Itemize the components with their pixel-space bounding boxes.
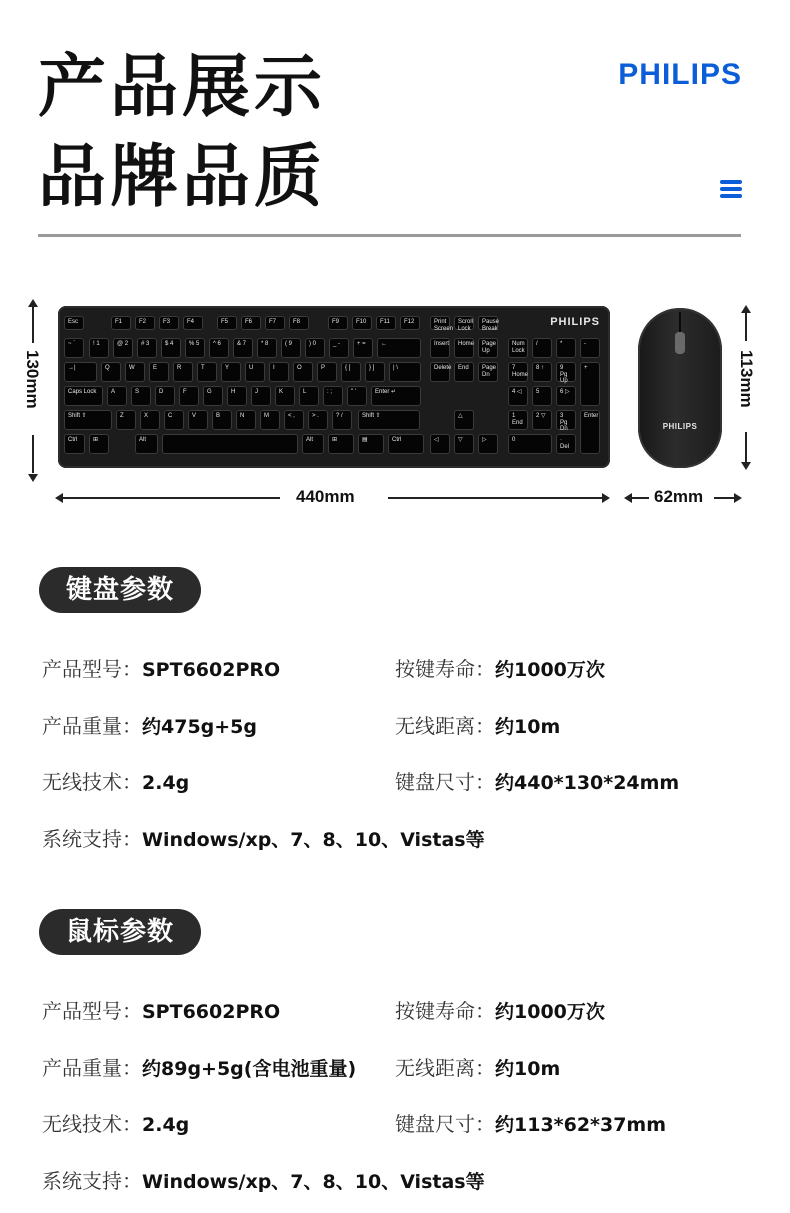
- keyboard-key: * 8: [257, 338, 277, 358]
- keyboard-key: U: [245, 362, 265, 382]
- keyboard-key: + =: [353, 338, 373, 358]
- keyboard-key: F1: [111, 316, 131, 330]
- keyboard-key: F: [179, 386, 199, 406]
- mouse-spec-life: [395, 995, 605, 1024]
- kb-spec-life-value: 约1000万次: [495, 659, 605, 681]
- kb-spec-life: [395, 653, 605, 682]
- kb-spec-os: [42, 823, 485, 852]
- keyboard-key: *: [556, 338, 576, 358]
- keyboard-key: · Del: [556, 434, 576, 454]
- keyboard-key: ! 1: [89, 338, 109, 358]
- keyboard-key: F4: [183, 316, 203, 330]
- keyboard-key: > .: [308, 410, 328, 430]
- keyboard-key: Ctrl: [388, 434, 424, 454]
- kb-width-line-right: [388, 497, 602, 499]
- keyboard-key: H: [227, 386, 247, 406]
- kb-spec-size-label: 键盘尺寸：: [395, 770, 495, 794]
- kb-spec-os-label: 系统支持：: [42, 827, 142, 851]
- kb-spec-tech-label: 无线技术：: [42, 770, 142, 794]
- keyboard-key: +: [580, 362, 600, 406]
- mouse-spec-range: [395, 1052, 560, 1081]
- keyboard-key: T: [197, 362, 217, 382]
- mouse-spec-size: [395, 1108, 666, 1137]
- keyboard-key: & 7: [233, 338, 253, 358]
- kb-height-arrow-bottom-icon: [28, 474, 38, 482]
- keyboard-key: 9 Pg Up: [556, 362, 576, 382]
- mouse-width-label: 62mm: [654, 487, 704, 506]
- keyboard-key: { [: [341, 362, 361, 382]
- header-divider: [38, 234, 741, 237]
- kb-spec-range-value: 约10m: [495, 716, 561, 738]
- keyboard-key: L: [299, 386, 319, 406]
- keyboard-key: F5: [217, 316, 237, 330]
- keyboard-key: ⊞: [89, 434, 109, 454]
- keyboard-key: →|: [64, 362, 97, 382]
- kb-spec-weight: [42, 710, 257, 739]
- mouse-spec-life-label: 按键寿命：: [395, 999, 495, 1023]
- mouse-spec-life-value: 约1000万次: [495, 1001, 605, 1023]
- keyboard-key: Enter: [580, 410, 600, 454]
- kb-spec-range-label: 无线距离：: [395, 714, 495, 738]
- kb-spec-tech: [42, 766, 189, 795]
- keyboard-key: Y: [221, 362, 241, 382]
- keyboard-key: } ]: [365, 362, 385, 382]
- keyboard-key: ~ `: [64, 338, 84, 358]
- keyboard-key: F12: [400, 316, 420, 330]
- keyboard-key: < ,: [284, 410, 304, 430]
- keyboard-key: F6: [241, 316, 261, 330]
- mouse-spec-weight-label: 产品重量：: [42, 1056, 142, 1080]
- keyboard-key: G: [203, 386, 223, 406]
- keyboard-key: K: [275, 386, 295, 406]
- menu-icon[interactable]: [720, 180, 742, 198]
- kb-width-arrow-right-icon: [602, 493, 610, 503]
- mouse-spec-os-value: Windows/xp、7、8、10、Vistas等: [142, 1171, 485, 1193]
- keyboard-key: I: [269, 362, 289, 382]
- mouse-spec-range-value: 约10m: [495, 1058, 561, 1080]
- keyboard-key: 3 Pg Dn: [556, 410, 576, 430]
- keyboard-key: W: [125, 362, 145, 382]
- keyboard-key: Delete: [430, 362, 450, 382]
- keyboard-key: A: [107, 386, 127, 406]
- keyboard-key: ^ 6: [209, 338, 229, 358]
- mouse-brand-label: PHILIPS: [662, 422, 698, 431]
- kb-spec-model-label: 产品型号：: [42, 657, 142, 681]
- keyboard-key: N: [236, 410, 256, 430]
- keyboard-key: S: [131, 386, 151, 406]
- keyboard-key: 2 ▽: [532, 410, 552, 430]
- keyboard-key: F3: [159, 316, 179, 330]
- page-title-line-1: 产品展示: [38, 48, 327, 127]
- mouse-image: [638, 308, 722, 468]
- keyboard-specs-heading: 键盘参数: [39, 567, 201, 613]
- keyboard-key: Esc: [64, 316, 84, 330]
- keyboard-key: Q: [101, 362, 121, 382]
- keyboard-key: End: [454, 362, 474, 382]
- keyboard-key: F2: [135, 316, 155, 330]
- mouse-button-seam: [679, 312, 681, 332]
- kb-height-line-bottom: [32, 435, 34, 473]
- keyboard-key: ←: [377, 338, 421, 358]
- mouse-spec-weight-value: 约89g+5g(含电池重量): [142, 1058, 357, 1080]
- keyboard-key: V: [188, 410, 208, 430]
- mouse-spec-model-label: 产品型号：: [42, 999, 142, 1023]
- keyboard-key: Ctrl: [64, 434, 85, 454]
- kb-width-line-left: [62, 497, 280, 499]
- mouse-spec-range-label: 无线距离：: [395, 1056, 495, 1080]
- philips-logo[interactable]: PHILIPS: [618, 58, 742, 91]
- kb-spec-tech-value: 2.4g: [142, 772, 190, 794]
- kb-spec-size: [395, 766, 679, 795]
- keyboard-key: M: [260, 410, 280, 430]
- mouse-spec-tech-value: 2.4g: [142, 1114, 190, 1136]
- mouse-scroll-wheel: [675, 332, 685, 354]
- keyboard-key: Insert: [430, 338, 450, 358]
- mouse-spec-tech-label: 无线技术：: [42, 1112, 142, 1136]
- keyboard-key: B: [212, 410, 232, 430]
- keyboard-key: % 5: [185, 338, 205, 358]
- keyboard-key: 1 End: [508, 410, 528, 430]
- keyboard-key: Page Dn: [478, 362, 498, 382]
- mouse-width-arrow-right-icon: [734, 493, 742, 503]
- mouse-spec-os-label: 系统支持：: [42, 1169, 142, 1193]
- keyboard-key: F10: [352, 316, 372, 330]
- mouse-specs-heading: 鼠标参数: [39, 909, 201, 955]
- keyboard-key: Caps Lock: [64, 386, 103, 406]
- mouse-spec-size-value: 约113*62*37mm: [495, 1114, 667, 1136]
- keyboard-key: Shift ⇧: [64, 410, 112, 430]
- kb-spec-weight-value: 约475g+5g: [142, 716, 258, 738]
- keyboard-key: P: [317, 362, 337, 382]
- mouse-spec-model: [42, 995, 280, 1024]
- kb-width-label: 440mm: [296, 487, 355, 506]
- keyboard-key: -: [580, 338, 600, 358]
- keyboard-key: 4 ◁: [508, 386, 528, 406]
- keyboard-key: F8: [289, 316, 309, 330]
- keyboard-key: [162, 434, 298, 454]
- keyboard-key: D: [155, 386, 175, 406]
- keyboard-key: Alt: [302, 434, 324, 454]
- mouse-height-arrow-bottom-icon: [741, 462, 751, 470]
- page-title-line-2: 品牌品质: [38, 138, 327, 217]
- keyboard-key: 5: [532, 386, 552, 406]
- kb-height-label: 130mm: [23, 350, 42, 409]
- keyboard-key: ? /: [332, 410, 352, 430]
- keyboard-key: Shift ⇧: [358, 410, 420, 430]
- keyboard-brand-label: PHILIPS: [550, 316, 600, 328]
- keyboard-key: F7: [265, 316, 285, 330]
- keyboard-image: [58, 306, 610, 468]
- keyboard-key: Scroll Lock: [454, 316, 474, 330]
- keyboard-key: 8 ↑: [532, 362, 552, 382]
- mouse-spec-os: [42, 1165, 485, 1194]
- keyboard-key: E: [149, 362, 169, 382]
- keyboard-key: # 3: [137, 338, 157, 358]
- keyboard-key: 7 Home: [508, 362, 528, 382]
- keyboard-key: | \: [389, 362, 421, 382]
- keyboard-key: X: [140, 410, 160, 430]
- keyboard-key: C: [164, 410, 184, 430]
- keyboard-key: △: [454, 410, 474, 430]
- mouse-height-line-top: [745, 311, 747, 341]
- keyboard-key: ( 9: [281, 338, 301, 358]
- keyboard-key: F11: [376, 316, 396, 330]
- mouse-width-line-left: [631, 497, 649, 499]
- mouse-spec-size-label: 键盘尺寸：: [395, 1112, 495, 1136]
- keyboard-key: ⊞: [328, 434, 354, 454]
- keyboard-key: ▽: [454, 434, 474, 454]
- keyboard-key: Page Up: [478, 338, 498, 358]
- keyboard-key: $ 4: [161, 338, 181, 358]
- keyboard-key: Num Lock: [508, 338, 528, 358]
- mouse-height-label: 113mm: [737, 350, 756, 408]
- kb-spec-range: [395, 710, 560, 739]
- keyboard-key: F9: [328, 316, 348, 330]
- keyboard-key: O: [293, 362, 313, 382]
- keyboard-key: R: [173, 362, 193, 382]
- keyboard-key: " ': [347, 386, 367, 406]
- kb-spec-weight-label: 产品重量：: [42, 714, 142, 738]
- kb-height-line-top: [32, 305, 34, 343]
- keyboard-key: Z: [116, 410, 136, 430]
- mouse-width-line-right: [714, 497, 734, 499]
- keyboard-key: Home: [454, 338, 474, 358]
- keyboard-key: /: [532, 338, 552, 358]
- kb-spec-model: [42, 653, 280, 682]
- keyboard-key: _ -: [329, 338, 349, 358]
- keyboard-key: Pause Break: [478, 316, 498, 330]
- keyboard-key: 0: [508, 434, 552, 454]
- keyboard-key: ▷: [478, 434, 498, 454]
- keyboard-key: @ 2: [113, 338, 133, 358]
- keyboard-key: : ;: [323, 386, 343, 406]
- mouse-spec-model-value: SPT6602PRO: [142, 1001, 281, 1023]
- keyboard-key: ) 0: [305, 338, 325, 358]
- keyboard-key: ▤: [358, 434, 384, 454]
- mouse-height-line-bottom: [745, 432, 747, 462]
- keyboard-key: ◁: [430, 434, 450, 454]
- keyboard-key: Alt: [135, 434, 158, 454]
- mouse-spec-tech: [42, 1108, 189, 1137]
- mouse-spec-weight: [42, 1052, 356, 1081]
- kb-spec-life-label: 按键寿命：: [395, 657, 495, 681]
- keyboard-key: Print Screen: [430, 316, 450, 330]
- kb-spec-size-value: 约440*130*24mm: [495, 772, 680, 794]
- keyboard-key: 6 ▷: [556, 386, 576, 406]
- keyboard-key: J: [251, 386, 271, 406]
- kb-spec-model-value: SPT6602PRO: [142, 659, 281, 681]
- keyboard-key: Enter ↵: [371, 386, 421, 406]
- kb-spec-os-value: Windows/xp、7、8、10、Vistas等: [142, 829, 485, 851]
